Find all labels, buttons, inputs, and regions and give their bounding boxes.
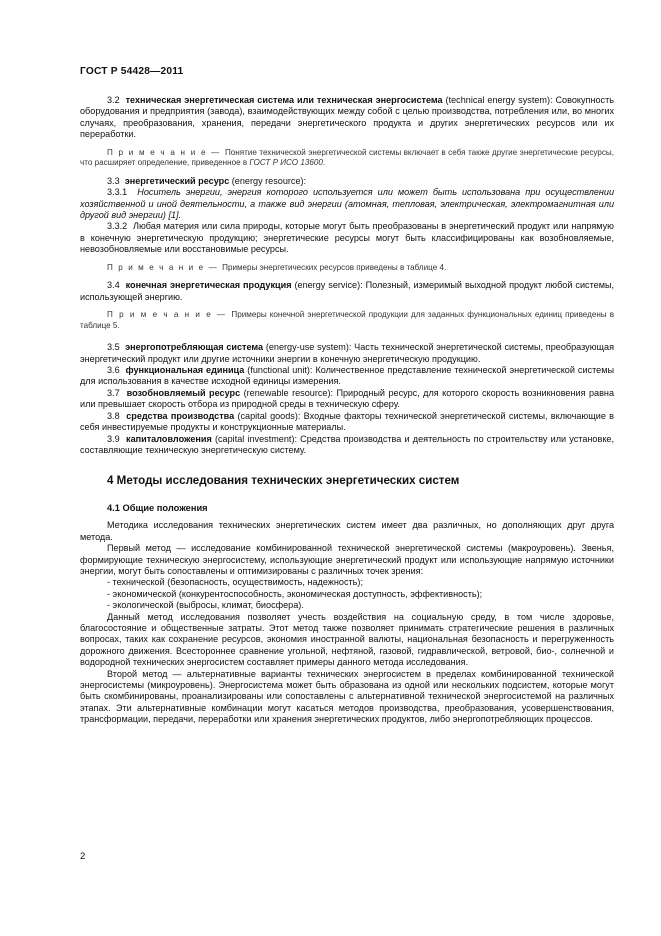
paragraph: Методика исследования технических энергетических систем имеет два различных, но дополняющих друг друга метода.	[80, 520, 614, 542]
note-label: П р и м е ч а н и е —	[107, 262, 223, 272]
note-2	[80, 263, 614, 274]
term-3-8	[80, 411, 614, 434]
term-number: 3.8	[107, 410, 120, 421]
note-label: П р и м е ч а н и е —	[107, 147, 225, 157]
term-name: функциональная единица	[125, 365, 245, 376]
note-text: Примеры энергетических ресурсов приведены в таблице 4.	[222, 262, 447, 272]
term-name: капиталовложения	[126, 433, 212, 444]
paragraph: Первый метод — исследование комбинированной технической энергетической системы (макроуровень). Звенья, формирующие техническую энергосистему, использующие энергетический продукт или использующие напрямую источники энергии, могут быть сопоставлены и оптимизированы с различных точек зрения:	[80, 543, 614, 576]
term-definition: (capital investment): Средства производства и деятельность по строительству или установке, составляющие техническую энергетическую систему.	[80, 433, 614, 455]
term-name: энергопотребляющая система	[125, 342, 264, 353]
note-text: Понятие технической энергетической системы включает в себя также другие энергетические ресурсы, что расширяет определение, приведенное в	[80, 147, 614, 168]
paragraph: Данный метод исследования позволяет учесть воздействия на социальную среду, в том числе здоровье, благосостояние и общественные затраты. Этот метод также позволяет принимать стратегические решения в различных вопросах, таких как сохранение ресурсов, экономия иностранной валюты, национальная безопасность и перегруженность дорожного движения. Всестороннее сравнение угольной, нефтяной, газовой, гидравлической, ветровой, био-, солнечной и водородной технических энергосистем составляет примеры данного метода исследования.	[80, 611, 614, 668]
term-name: возобновляемый ресурс	[126, 387, 241, 398]
term-definition: (technical energy system): Совокупность оборудования и предприятия (завода), взаимодействующих между собой с целью производства, потребления или, во многих случаях, преобразования, хранения, передачи энергетического продукта и других энергетических ресурсов или их переработки.	[80, 95, 614, 140]
section-heading: 4 Методы исследования технических энергетических систем	[107, 474, 460, 488]
term-3-5	[80, 342, 614, 365]
note-text: Примеры конечной энергетической продукции для заданных функциональных единиц приведены в таблице 5.	[80, 310, 615, 330]
term-number: 3.3.1	[107, 187, 128, 198]
term-3-3-1	[80, 187, 614, 221]
term-3-2	[80, 95, 614, 141]
term-3-7	[80, 388, 614, 411]
term-name: конечная энергетическая продукция	[125, 280, 292, 291]
term-number: 3.9	[107, 433, 120, 444]
list-item: - экономической (конкурентоспособность, экономическая доступность, эффективность);	[107, 588, 483, 599]
document-header: ГОСТ Р 54428—2011	[80, 66, 184, 77]
term-definition: (energy resource):	[229, 175, 307, 186]
term-number: 3.3	[107, 175, 120, 186]
page-number: 2	[80, 851, 86, 862]
note-1	[80, 148, 614, 169]
term-number: 3.6	[107, 365, 120, 376]
term-definition: Любая материя или сила природы, которые могут быть преобразованы в энергетический продукт или напрямую в конечную энергетическую продукцию; энергетические ресурсы могут быть классифицированы как возобновляемые, невозобновляемые или восстановимые ресурсы.	[80, 221, 614, 255]
term-definition: (energy-use system): Часть технической энергетической системы, преобразующая энергетический продукт или другие источники энергии в конечную энергетическую продукцию.	[80, 342, 615, 364]
term-3-6	[80, 365, 614, 388]
term-name: средства производства	[126, 410, 235, 421]
term-number: 3.5	[107, 342, 120, 353]
term-definition: Носитель энергии, энергия которого используется или может быть использована при осуществлении хозяйственной и иной деятельности, а также вид энергии (атомная, тепловая, электрическая, электромагнитная или другой вид энергии) [1].	[80, 187, 614, 221]
note-reference: ГОСТ Р ИСО 13600	[249, 158, 323, 168]
term-name: техническая энергетическая система или техническая энергосистема	[125, 95, 443, 105]
term-definition: (renewable resource): Природный ресурс, для которого скорость возникновения равна или превышает скорость отбора из природной среды в техническую сферу.	[80, 387, 615, 410]
subsection-heading: 4.1 Общие положения	[107, 503, 208, 514]
term-definition: (capital goods): Входные факторы технической энергетической системы, включающие в себя инвестируемые продукты и конструкционные материалы.	[80, 410, 614, 433]
paragraph: Второй метод — альтернативные варианты технических энергосистем в пределах комбинированной технической энергосистемы (микроуровень). Энергосистема может быть образована из одной или нескольких подсистем, которые могут быть скомбинированы, проанализированы или сопоставлены с альтернативной технической энергосистемой на различных этапах. Эти альтернативные комбинации могут касаться методов производства, преобразования, усовершенствования, трансформации, передачи, переработки или хранения энергетических продуктов, либо энергопотребляющих процессов.	[80, 668, 614, 725]
term-3-9	[80, 434, 614, 457]
term-definition: (functional unit): Количественное представление технической энергетической системы для использования в качестве исходной единицы измерения.	[80, 365, 614, 387]
note-label: П р и м е ч а н и е —	[107, 310, 232, 320]
term-3-3-2	[80, 221, 614, 255]
note-end: .	[322, 158, 326, 168]
term-number: 3.7	[107, 387, 120, 398]
note-3	[80, 310, 614, 331]
list-item: - технической (безопасность, осуществимость, надежность);	[107, 577, 363, 588]
term-definition: (energy service): Полезный, измеримый выходной продукт любой системы, использующей энергию.	[80, 280, 615, 302]
term-number: 3.4	[107, 280, 120, 291]
list-item: - экологической (выбросы, климат, биосфера).	[107, 600, 304, 611]
term-3-3	[80, 176, 614, 187]
document-body	[80, 95, 614, 726]
document-page	[80, 66, 614, 77]
term-name: энергетический ресурс	[124, 175, 230, 186]
term-3-4	[80, 280, 614, 303]
term-number: 3.2	[107, 95, 120, 105]
term-number: 3.3.2	[107, 221, 128, 232]
